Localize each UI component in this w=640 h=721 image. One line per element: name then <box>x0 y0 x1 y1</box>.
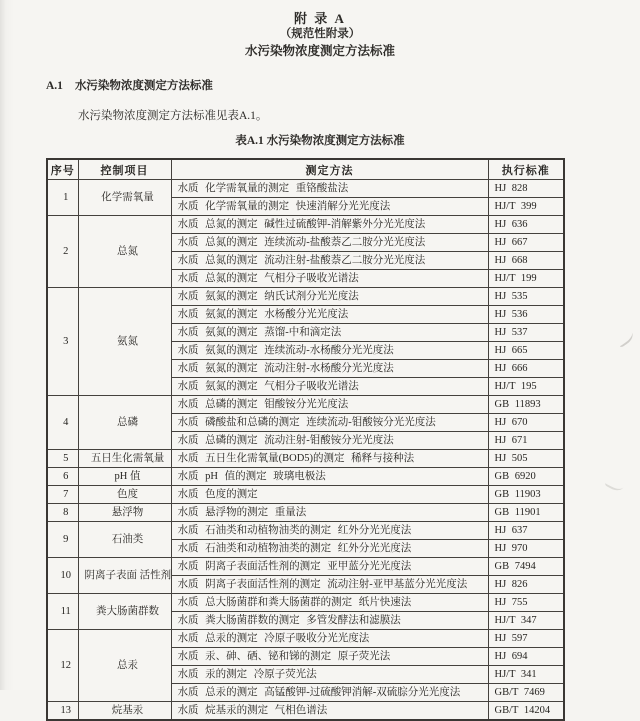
control-item-cell: 总磷 <box>78 396 171 450</box>
standard-cell: HJ 537 <box>488 324 564 342</box>
table-row <box>47 180 564 198</box>
table-row <box>47 630 564 648</box>
method-cell: 水质 总汞的测定 高锰酸钾-过硫酸钾消解-双硫腙分光光度法 <box>171 684 488 702</box>
standard-cell: HJ 755 <box>488 594 564 612</box>
col-header-method: 测定方法 <box>171 159 488 180</box>
table-row <box>47 468 564 486</box>
standard-cell: GB/T 7469 <box>488 684 564 702</box>
method-cell: 水质 石油类和动植物油类的测定 红外分光光度法 <box>171 522 488 540</box>
row-no-cell: 12 <box>47 630 78 702</box>
control-item-cell: 氨氮 <box>78 288 171 396</box>
standard-cell: HJ 535 <box>488 288 564 306</box>
table-row <box>47 450 564 468</box>
row-no-cell: 9 <box>47 522 78 558</box>
method-cell: 水质 色度的测定 <box>171 486 488 504</box>
method-cell: 水质 烷基汞的测定 气相色谱法 <box>171 702 488 721</box>
method-cell: 水质 汞的测定 冷原子荧光法 <box>171 666 488 684</box>
method-cell: 水质 总大肠菌群和粪大肠菌群的测定 纸片快速法 <box>171 594 488 612</box>
section-number: A.1 <box>46 80 63 92</box>
control-item-cell: 总汞 <box>78 630 171 702</box>
standard-cell: GB 7494 <box>488 558 564 576</box>
standard-cell: HJ 970 <box>488 540 564 558</box>
control-item-cell: 阴离子表面 活性剂 <box>78 558 171 594</box>
row-no-cell: 7 <box>47 486 78 504</box>
method-cell: 水质 氨氮的测定 连续流动-水杨酸分光光度法 <box>171 342 488 360</box>
row-no-cell: 5 <box>47 450 78 468</box>
control-item-cell: pH 值 <box>78 468 171 486</box>
standards-table-body <box>47 180 564 721</box>
row-no-cell: 4 <box>47 396 78 450</box>
standard-cell: GB/T 14204 <box>488 702 564 721</box>
row-no-cell: 10 <box>47 558 78 594</box>
standard-cell: HJ 668 <box>488 252 564 270</box>
standard-cell: HJ 536 <box>488 306 564 324</box>
standard-cell: HJ/T 195 <box>488 378 564 396</box>
standard-cell: HJ 597 <box>488 630 564 648</box>
row-no-cell: 8 <box>47 504 78 522</box>
table-row <box>47 702 564 721</box>
method-cell: 水质 总氮的测定 气相分子吸收光谱法 <box>171 270 488 288</box>
control-item-cell: 石油类 <box>78 522 171 558</box>
method-cell: 水质 氨氮的测定 流动注射-水杨酸分光光度法 <box>171 360 488 378</box>
control-item-cell: 五日生化需氧量 <box>78 450 171 468</box>
row-no-cell: 6 <box>47 468 78 486</box>
appendix-title: 水污染物浓度测定方法标准 <box>244 44 395 58</box>
col-header-standard: 执行标准 <box>488 159 564 180</box>
scan-artifact-mark <box>614 328 636 348</box>
method-cell: 水质 总氮的测定 流动注射-盐酸萘乙二胺分光光度法 <box>171 252 488 270</box>
method-cell: 水质 氨氮的测定 蒸馏-中和滴定法 <box>171 324 488 342</box>
table-row <box>47 486 564 504</box>
method-cell: 水质 磷酸盐和总磷的测定 连续流动-钼酸铵分光光度法 <box>171 414 488 432</box>
table-row <box>47 594 564 612</box>
method-cell: 水质 氨氮的测定 水杨酸分光光度法 <box>171 306 488 324</box>
standard-cell: GB 11901 <box>488 504 564 522</box>
method-cell: 水质 总磷的测定 流动注射-钼酸铵分光光度法 <box>171 432 488 450</box>
section-heading <box>46 77 213 93</box>
row-no-cell: 11 <box>47 594 78 630</box>
standard-cell: HJ 667 <box>488 234 564 252</box>
standard-cell: HJ 828 <box>488 180 564 198</box>
method-cell: 水质 石油类和动植物油类的测定 红外分光光度法 <box>171 540 488 558</box>
method-cell: 水质 阴离子表面活性剂的测定 流动注射-亚甲基蓝分光光度法 <box>171 576 488 594</box>
standard-cell: HJ 505 <box>488 450 564 468</box>
standard-cell: HJ 826 <box>488 576 564 594</box>
standard-cell: HJ 665 <box>488 342 564 360</box>
table-row <box>47 558 564 576</box>
method-cell: 水质 总汞的测定 冷原子吸收分光光度法 <box>171 630 488 648</box>
table-header-row <box>47 159 564 180</box>
method-cell: 水质 总氮的测定 连续流动-盐酸萘乙二胺分光光度法 <box>171 234 488 252</box>
section-title: 水污染物浓度测定方法标准 <box>74 80 213 92</box>
standard-cell: HJ/T 199 <box>488 270 564 288</box>
table-caption: 表A.1 水污染物浓度测定方法标准 <box>235 135 405 147</box>
standard-cell: HJ 670 <box>488 414 564 432</box>
method-cell: 水质 氨氮的测定 纳氏试剂分光光度法 <box>171 288 488 306</box>
table-row <box>47 216 564 234</box>
control-item-cell: 总氮 <box>78 216 171 288</box>
col-header-no: 序号 <box>47 159 78 180</box>
table-row <box>47 288 564 306</box>
standard-cell: GB 6920 <box>488 468 564 486</box>
standard-cell: GB 11903 <box>488 486 564 504</box>
standard-cell: HJ 637 <box>488 522 564 540</box>
method-cell: 水质 悬浮物的测定 重量法 <box>171 504 488 522</box>
method-cell: 水质 pH 值的测定 玻璃电极法 <box>171 468 488 486</box>
scan-artifact-mark <box>604 474 626 493</box>
method-cell: 水质 汞、砷、硒、铋和锑的测定 原子荧光法 <box>171 648 488 666</box>
table-row <box>47 522 564 540</box>
control-item-cell: 粪大肠菌群数 <box>78 594 171 630</box>
method-cell: 水质 总氮的测定 碱性过硫酸钾-消解紫外分光光度法 <box>171 216 488 234</box>
intro-paragraph: 水污染物浓度测定方法标准见表A.1。 <box>78 110 268 122</box>
control-item-cell: 色度 <box>78 486 171 504</box>
method-cell: 水质 五日生化需氧量(BOD5)的测定 稀释与接种法 <box>171 450 488 468</box>
method-cell: 水质 化学需氧量的测定 重铬酸盐法 <box>171 180 488 198</box>
appendix-note: （规范性附录） <box>279 28 361 40</box>
appendix-label: 附 录 A <box>294 11 346 26</box>
standard-cell: GB 11893 <box>488 396 564 414</box>
row-no-cell: 1 <box>47 180 78 216</box>
table-row <box>47 504 564 522</box>
col-header-control-item: 控制项目 <box>78 159 171 180</box>
method-cell: 水质 总磷的测定 钼酸铵分光光度法 <box>171 396 488 414</box>
standard-cell: HJ/T 341 <box>488 666 564 684</box>
table-row <box>47 396 564 414</box>
control-item-cell: 烷基汞 <box>78 702 171 721</box>
standard-cell: HJ/T 347 <box>488 612 564 630</box>
method-cell: 水质 氨氮的测定 气相分子吸收光谱法 <box>171 378 488 396</box>
method-cell: 水质 粪大肠菌群数的测定 多管发酵法和滤膜法 <box>171 612 488 630</box>
standard-cell: HJ 666 <box>488 360 564 378</box>
standard-cell: HJ 694 <box>488 648 564 666</box>
control-item-cell: 悬浮物 <box>78 504 171 522</box>
standard-cell: HJ 636 <box>488 216 564 234</box>
method-cell: 水质 化学需氧量的测定 快速消解分光光度法 <box>171 198 488 216</box>
standard-cell: HJ/T 399 <box>488 198 564 216</box>
standard-cell: HJ 671 <box>488 432 564 450</box>
row-no-cell: 13 <box>47 702 78 721</box>
method-cell: 水质 阴离子表面活性剂的测定 亚甲蓝分光光度法 <box>171 558 488 576</box>
row-no-cell: 3 <box>47 288 78 396</box>
standards-table <box>46 158 565 721</box>
row-no-cell: 2 <box>47 216 78 288</box>
control-item-cell: 化学需氧量 <box>78 180 171 216</box>
